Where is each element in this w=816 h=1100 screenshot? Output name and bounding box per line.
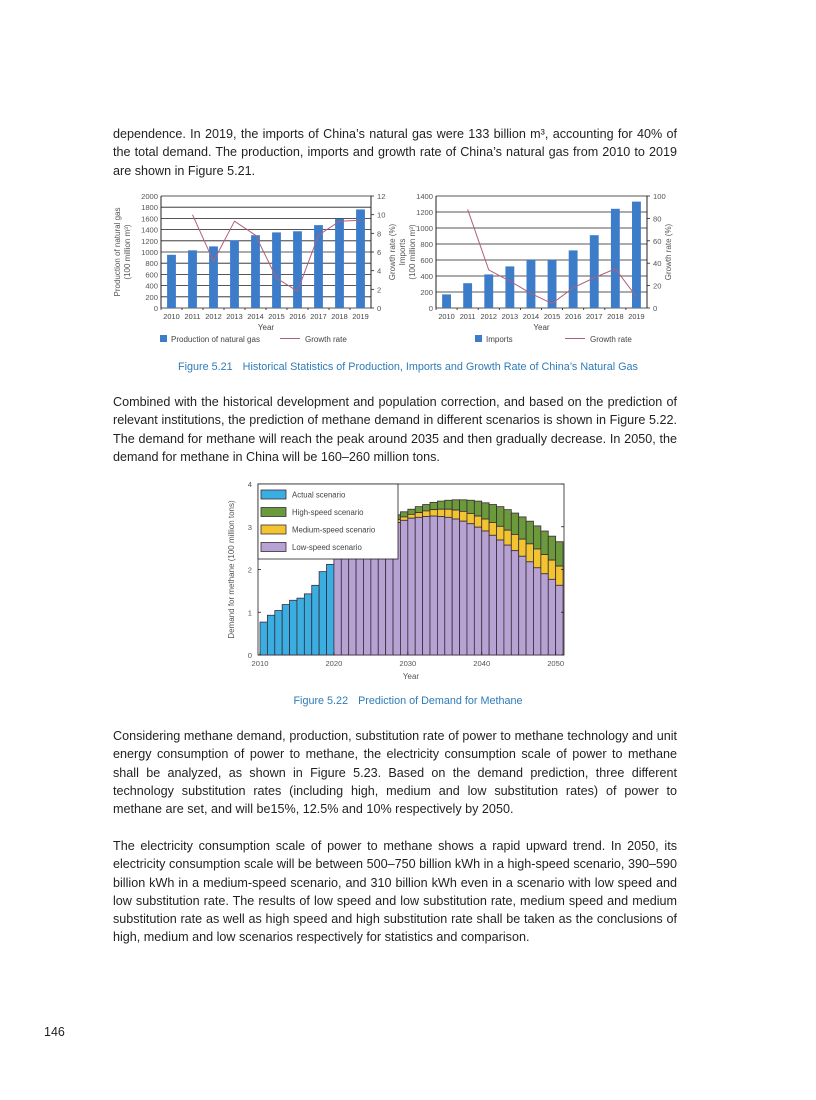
bar-high-speed <box>430 502 437 509</box>
x-tick-label: 2020 <box>325 659 343 668</box>
bar-low-speed <box>334 559 341 655</box>
bar-actual <box>327 564 334 655</box>
paragraph-electricity-trend: The electricity consumption scale of power to methane shows a rapid upward trend. In 2050, its electricity consumption scale will be between 500–750 billion kWh in a high-speed scenario, 390–590 billion kWh in a medium-speed scenario, and 310 billion kWh even in a scenario with low speed and low substitution rate. The results of low speed and low substitution rate, medium speed and medium substitution rate as well as high speed and high substitution rate shall be taken as the conclusions of high, medium and low scenarios respectively for statistics and comparison. <box>113 839 677 945</box>
y2-tick-label: 4 <box>377 266 382 276</box>
figure-number: Figure 5.22 <box>293 695 349 707</box>
bar-medium-speed <box>548 560 555 579</box>
x-tick-label: 2030 <box>399 659 417 668</box>
legend-label: High-speed scenario <box>292 508 364 517</box>
x-tick-label: 2013 <box>501 312 519 321</box>
y-tick-label: 400 <box>420 272 433 281</box>
bar <box>356 209 365 308</box>
y-tick-label: 400 <box>145 281 158 291</box>
x-tick-label: 2010 <box>438 312 455 321</box>
bar-high-speed <box>408 509 415 514</box>
y-tick-label: 1000 <box>141 248 158 257</box>
bar-high-speed <box>511 513 518 534</box>
bar-low-speed <box>519 556 526 655</box>
bar-high-speed <box>474 501 481 516</box>
y-tick-label: 1800 <box>141 203 158 213</box>
bar <box>569 250 578 308</box>
x-tick-label: 2012 <box>205 312 222 321</box>
x-tick-label: 2010 <box>251 659 269 668</box>
y2-tick-label: 60 <box>653 236 662 246</box>
y2-tick-label: 12 <box>377 192 386 201</box>
y2-tick-label: 0 <box>653 304 658 313</box>
paragraph-intro: dependence. In 2019, the imports of China’s natural gas were 133 billion m³, accounting for 40% of the total demand. The production, imports and growth rate of China’s natural gas from 2010 to 2019 are shown in Figure 5.21. <box>113 127 677 178</box>
bar-medium-speed <box>533 549 540 568</box>
x-tick-label: 2017 <box>310 312 327 321</box>
bar-high-speed <box>526 521 533 544</box>
x-tick-label: 2014 <box>247 312 264 321</box>
bar-medium-speed <box>489 522 496 535</box>
bar-medium-speed <box>504 530 511 545</box>
bar-high-speed <box>452 500 459 510</box>
x-tick-label: 2010 <box>163 312 180 321</box>
y-tick-label: 0 <box>247 651 252 660</box>
bar <box>590 235 599 308</box>
bar <box>167 255 176 308</box>
bar-high-speed <box>504 510 511 531</box>
bar-low-speed <box>556 585 563 655</box>
bar <box>611 209 620 308</box>
y2-tick-label: 40 <box>653 259 662 269</box>
y-tick-label: 1000 <box>416 224 433 233</box>
figure-caption-5-21 <box>0 361 816 373</box>
bar-high-speed <box>415 507 422 513</box>
bar-high-speed <box>467 500 474 513</box>
legend-label: Low-speed scenario <box>292 543 362 552</box>
y-axis-unit: (100 million m³) <box>123 224 132 280</box>
bar-medium-speed <box>474 516 481 527</box>
figure-number: Figure 5.21 <box>178 361 233 373</box>
bar-medium-speed <box>526 544 533 562</box>
bar-high-speed <box>548 536 555 560</box>
x-tick-label: 2014 <box>522 312 540 321</box>
methane-demand-chart <box>222 477 582 689</box>
paragraph-methane-demand: Combined with the historical development and population correction, and based on the prediction of relevant institutions, the prediction of methane demand in different scenarios is shown in Figure 5.22. The demand for methane will reach the peak around 2035 and then gradually decrease. In 2050, the demand for methane in China will be 160–260 million tons. <box>113 395 677 464</box>
bar-low-speed <box>408 518 415 655</box>
bar-actual <box>282 605 289 655</box>
bar-high-speed <box>533 526 540 549</box>
x-tick-label: 2016 <box>564 312 582 321</box>
y2-tick-label: 100 <box>653 192 666 201</box>
y2-tick-label: 6 <box>377 248 382 257</box>
bar-actual <box>290 600 297 655</box>
legend-swatch <box>261 525 286 534</box>
bar-low-speed <box>497 540 504 655</box>
bar-low-speed <box>533 568 540 655</box>
bar-low-speed <box>445 517 452 655</box>
bar-low-speed <box>467 524 474 655</box>
bar-medium-speed <box>519 539 526 556</box>
figure-title: Prediction of Demand for Methane <box>358 695 523 707</box>
legend-swatch-bar <box>160 335 167 342</box>
x-tick-label: 2011 <box>459 312 476 321</box>
bar <box>188 250 197 308</box>
bar-actual <box>275 611 282 655</box>
y-tick-label: 0 <box>428 304 433 313</box>
bar-low-speed <box>356 543 363 655</box>
production-growth-chart <box>110 188 400 353</box>
x-tick-label: 2018 <box>331 312 348 321</box>
bar-low-speed <box>541 574 548 655</box>
y-tick-label: 0 <box>153 304 158 313</box>
bar-low-speed <box>482 531 489 655</box>
bar-medium-speed <box>400 517 407 520</box>
legend-label-line: Growth rate <box>305 335 347 344</box>
y-tick-label: 1200 <box>416 208 433 217</box>
bar-low-speed <box>548 579 555 655</box>
paragraph-electricity-analysis: Considering methane demand, production, substitution rate of power to methane technology and unit energy consumption of power to methane, the electricity consumption scale of power to methane shall be analyzed, as shown in Figure 5.23. Based on the demand prediction, three different technology substitution rates (including high, medium and low substitution rates) of power to methane are set, and will be15%, 12.5% and 10% respectively by 2050. <box>113 729 677 817</box>
bar-high-speed <box>460 500 467 512</box>
y-axis-title: Production of natural gas <box>113 207 122 297</box>
bar <box>251 235 260 308</box>
y-axis-unit: (100 million m³) <box>408 224 417 280</box>
bar-medium-speed <box>423 511 430 517</box>
bar-medium-speed <box>511 534 518 550</box>
y-axis-title: Demand for methane (100 million tons) <box>227 500 236 639</box>
bar <box>484 274 493 308</box>
legend-swatch-bar <box>475 335 482 342</box>
x-tick-label: 2050 <box>547 659 565 668</box>
x-tick-label: 2040 <box>473 659 491 668</box>
bar-medium-speed <box>437 509 444 516</box>
y-tick-label: 2000 <box>141 192 158 201</box>
bar <box>505 266 514 308</box>
legend-swatch <box>261 490 286 499</box>
x-tick-label: 2012 <box>480 312 497 321</box>
bar <box>442 294 451 308</box>
legend-swatch <box>261 508 286 517</box>
y2-axis-title: Growth rate (%) <box>388 223 397 281</box>
bar-actual <box>297 598 304 655</box>
y-tick-label: 1400 <box>416 192 433 201</box>
bar-medium-speed <box>467 513 474 523</box>
bar-low-speed <box>400 520 407 655</box>
bar-low-speed <box>511 551 518 655</box>
bar-medium-speed <box>556 566 563 585</box>
y2-tick-label: 20 <box>653 281 662 291</box>
bar-medium-speed <box>482 519 489 531</box>
bar-low-speed <box>349 548 356 655</box>
bar-low-speed <box>430 516 437 655</box>
y-tick-label: 800 <box>145 259 158 269</box>
page-number: 146 <box>44 1025 65 1039</box>
bar-high-speed <box>497 507 504 527</box>
bar-low-speed <box>423 516 430 655</box>
y-tick-label: 4 <box>247 480 252 489</box>
bar-low-speed <box>341 553 348 655</box>
x-tick-label: 2015 <box>543 312 561 321</box>
bar-low-speed <box>415 517 422 655</box>
legend-label-line: Growth rate <box>590 335 632 344</box>
y-tick-label: 600 <box>420 256 433 265</box>
bar-low-speed <box>504 545 511 655</box>
bar <box>272 232 281 308</box>
y-tick-label: 1200 <box>141 236 158 246</box>
bar-medium-speed <box>460 511 467 521</box>
figure-caption-5-22 <box>0 695 816 707</box>
bar <box>463 283 472 308</box>
bar-high-speed <box>423 505 430 511</box>
x-tick-label: 2015 <box>268 312 285 321</box>
y-axis-title: Imports <box>398 238 407 266</box>
bar <box>527 260 536 308</box>
bar <box>335 218 344 308</box>
bar-actual <box>319 572 326 655</box>
bar-medium-speed <box>452 510 459 519</box>
bar-high-speed <box>556 542 563 566</box>
y2-tick-label: 8 <box>377 229 382 239</box>
x-tick-label: 2019 <box>628 312 645 321</box>
bar-low-speed <box>526 562 533 655</box>
legend-swatch <box>261 543 286 552</box>
bar-high-speed <box>400 512 407 517</box>
bar <box>314 225 323 308</box>
bar-low-speed <box>489 535 496 655</box>
bar-medium-speed <box>415 513 422 518</box>
legend-label-bar: Imports <box>486 335 513 344</box>
y-tick-label: 1400 <box>141 225 158 235</box>
y-tick-label: 600 <box>145 270 158 280</box>
figure-title: Historical Statistics of Production, Imports and Growth Rate of China’s Natural Gas <box>242 361 638 373</box>
bar-medium-speed <box>430 510 437 516</box>
bar-high-speed <box>541 531 548 555</box>
bar-low-speed <box>474 527 481 655</box>
bar-low-speed <box>452 519 459 655</box>
bar-high-speed <box>482 503 489 519</box>
bar-medium-speed <box>408 514 415 518</box>
bar-actual <box>304 594 311 655</box>
x-axis-title: Year <box>533 323 550 332</box>
bar-high-speed <box>519 517 526 539</box>
y2-tick-label: 80 <box>653 214 662 224</box>
y-tick-label: 200 <box>420 288 433 297</box>
x-axis-title: Year <box>257 323 275 332</box>
bar-low-speed <box>437 516 444 655</box>
bar-medium-speed <box>445 509 452 517</box>
bar <box>230 240 239 308</box>
y2-tick-label: 2 <box>377 285 382 295</box>
bar-high-speed <box>437 501 444 509</box>
bar <box>293 231 302 308</box>
x-axis-title: Year <box>402 672 420 681</box>
y-tick-label: 200 <box>145 292 158 302</box>
bar-high-speed <box>445 500 452 509</box>
y2-tick-label: 10 <box>377 210 386 220</box>
x-tick-label: 2013 <box>226 312 243 321</box>
y-tick-label: 2 <box>247 565 252 575</box>
legend-label-bar: Production of natural gas <box>171 335 260 344</box>
legend-label: Actual scenario <box>292 490 346 500</box>
y-tick-label: 800 <box>420 240 433 249</box>
bar-actual <box>267 615 274 655</box>
legend-label: Medium-speed scenario <box>292 525 376 535</box>
bar-medium-speed <box>497 526 504 540</box>
bar-medium-speed <box>541 555 548 574</box>
y2-tick-label: 0 <box>377 304 382 313</box>
x-tick-label: 2016 <box>289 312 306 321</box>
y-tick-label: 3 <box>247 522 252 532</box>
y-tick-label: 1600 <box>141 214 158 224</box>
x-tick-label: 2019 <box>352 312 369 321</box>
x-tick-label: 2017 <box>586 312 603 321</box>
imports-growth-chart <box>395 188 695 353</box>
bar-actual <box>312 585 319 655</box>
y-tick-label: 1 <box>247 608 252 618</box>
bar-low-speed <box>460 521 467 655</box>
x-tick-label: 2018 <box>607 312 624 321</box>
bar-high-speed <box>489 505 496 523</box>
y2-axis-title: Growth rate (%) <box>664 223 673 281</box>
bar-actual <box>260 622 267 655</box>
x-tick-label: 2011 <box>184 312 201 321</box>
